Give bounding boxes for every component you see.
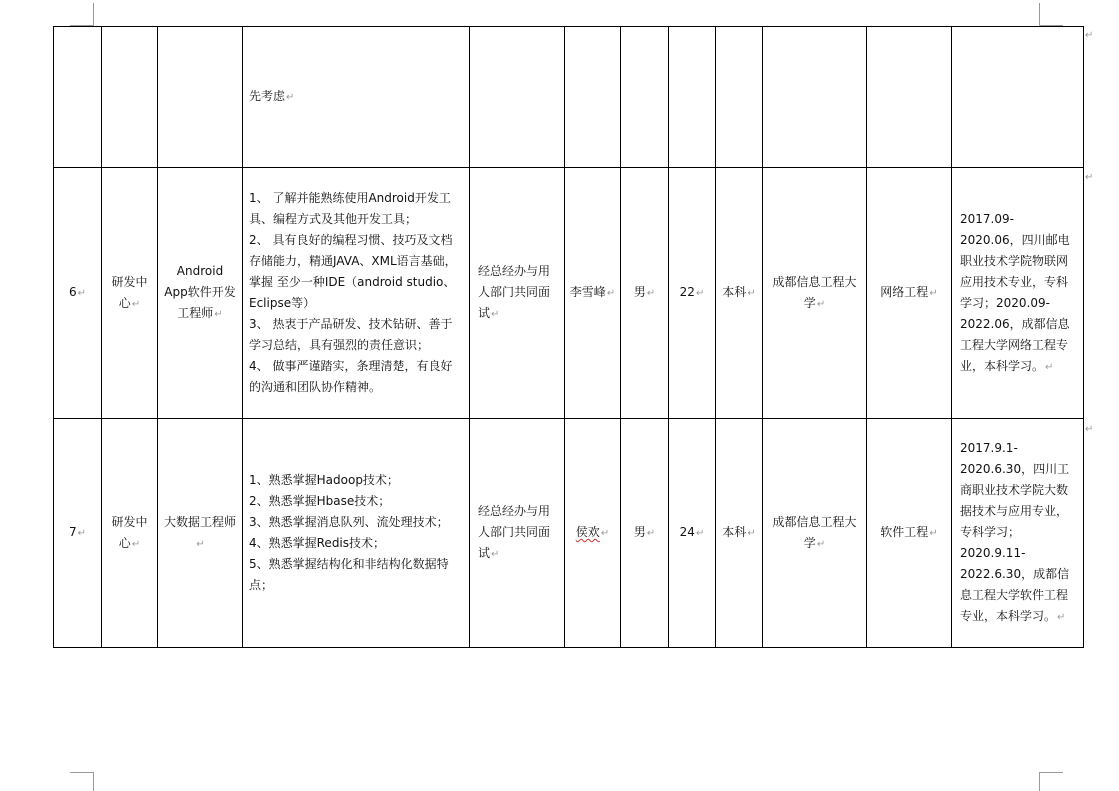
paragraph-mark-icon: ↵	[600, 528, 610, 539]
paragraph-mark-icon: ↵	[816, 298, 826, 310]
paragraph-mark-icon: ↵	[1057, 612, 1066, 623]
requirement-item: 1、熟悉掌握Hadoop技术；	[249, 473, 399, 487]
department-cell: 研发中心↵	[102, 419, 158, 648]
crop-mark-bottom-left	[70, 772, 94, 773]
gender-cell: 男↵	[621, 419, 669, 648]
paragraph-mark-icon: ↵	[929, 288, 938, 299]
paragraph-mark-icon: ↵	[695, 528, 705, 539]
education-cell: 2017.9.1-2020.6.30，四川工商职业技术学院大数据技术与应用专业，专科学习；2020.9.11-2022.6.30，成都信息工程大学软件工程专业，本科学习。↵	[952, 419, 1084, 648]
paragraph-mark-icon: ↵	[816, 538, 826, 550]
school-cell: 成都信息工程大学↵	[763, 168, 867, 419]
table-row-continued	[54, 27, 1084, 168]
requirement-item: 3、熟悉掌握消息队列、流处理技术；	[249, 515, 449, 529]
department-cell: 研发中心↵	[102, 168, 158, 419]
crop-mark-bottom-right	[1039, 772, 1040, 791]
requirement-item: 2、 具有良好的编程习惯、技巧及文档存储能力，精通JAVA、XML语言基础，掌握 至少一种IDE（android studio、Eclipse等）	[249, 233, 457, 310]
paragraph-mark-icon: ↵	[77, 288, 87, 299]
requirement-item: 4、熟悉掌握Redis技术；	[249, 536, 386, 550]
requirement-item: 5、熟悉掌握结构化和非结构化数据特点；	[249, 557, 449, 592]
paragraph-mark-icon: ↵	[1045, 361, 1054, 373]
no-cell: 6↵	[54, 168, 102, 419]
name-cell: 侯欢↵	[565, 419, 621, 648]
paragraph-mark-icon: ↵	[131, 298, 141, 310]
age-cell: 22↵	[669, 168, 716, 419]
interview-method-cell: 经总经办与用人部门共同面试↵	[470, 168, 565, 419]
row-end-mark-icon: ↵	[1085, 172, 1094, 183]
crop-mark-bottom-right	[1039, 772, 1063, 773]
paragraph-mark-icon: ↵	[77, 528, 87, 539]
no-cell: 7↵	[54, 419, 102, 648]
row-end-mark-icon: ↵	[1085, 424, 1094, 435]
paragraph-mark-icon: ↵	[196, 538, 205, 550]
crop-mark-top-left	[93, 3, 94, 25]
paragraph-mark-icon: ↵	[606, 288, 616, 299]
paragraph-mark-icon: ↵	[929, 528, 938, 539]
requirement-item: 4、 做事严谨踏实，条理清楚，有良好的沟通和团队协作精神。	[249, 359, 453, 394]
requirements-cell: 先考虑↵	[243, 27, 470, 168]
degree-cell: 本科↵	[716, 168, 763, 419]
row-end-mark-icon: ↵	[1085, 30, 1094, 41]
paragraph-mark-icon: ↵	[695, 288, 705, 299]
name-cell: 李雪峰↵	[565, 168, 621, 419]
recruitment-table	[53, 26, 1084, 648]
crop-mark-bottom-left	[93, 772, 94, 791]
requirement-item: 3、 热衷于产品研发、技术钻研、善于学习总结，具有强烈的责任意识；	[249, 317, 453, 352]
paragraph-mark-icon: ↵	[131, 538, 141, 550]
paragraph-mark-icon: ↵	[214, 309, 223, 320]
paragraph-mark-icon: ↵	[646, 288, 656, 299]
position-cell: Android App软件开发工程师↵	[158, 168, 243, 419]
gender-cell: 男↵	[621, 168, 669, 419]
degree-cell: 本科↵	[716, 419, 763, 648]
requirements-cell	[243, 168, 470, 419]
position-cell: 大数据工程师↵	[158, 419, 243, 648]
major-cell: 网络工程↵	[867, 168, 952, 419]
requirement-item: 2、熟悉掌握Hbase技术；	[249, 494, 391, 508]
paragraph-mark-icon: ↵	[646, 528, 656, 539]
school-cell: 成都信息工程大学↵	[763, 419, 867, 648]
paragraph-mark-icon: ↵	[286, 92, 295, 103]
table-row	[54, 168, 1084, 419]
interview-method-cell: 经总经办与用人部门共同面试↵	[470, 419, 565, 648]
major-cell: 软件工程↵	[867, 419, 952, 648]
education-cell: 2017.09-2020.06，四川邮电职业技术学院物联网应用技术专业，专科学习；2020.09-2022.06，成都信息工程大学网络工程专业，本科学习。↵	[952, 168, 1084, 419]
paragraph-mark-icon: ↵	[491, 549, 500, 560]
table-row	[54, 419, 1084, 648]
paragraph-mark-icon: ↵	[491, 309, 500, 320]
age-cell: 24↵	[669, 419, 716, 648]
requirement-item: 1、 了解并能熟练使用Android开发工具、编程方式及其他开发工具；	[249, 191, 451, 226]
requirements-cell	[243, 419, 470, 648]
paragraph-mark-icon: ↵	[747, 528, 756, 539]
crop-mark-top-right	[1039, 3, 1040, 25]
paragraph-mark-icon: ↵	[747, 288, 756, 299]
